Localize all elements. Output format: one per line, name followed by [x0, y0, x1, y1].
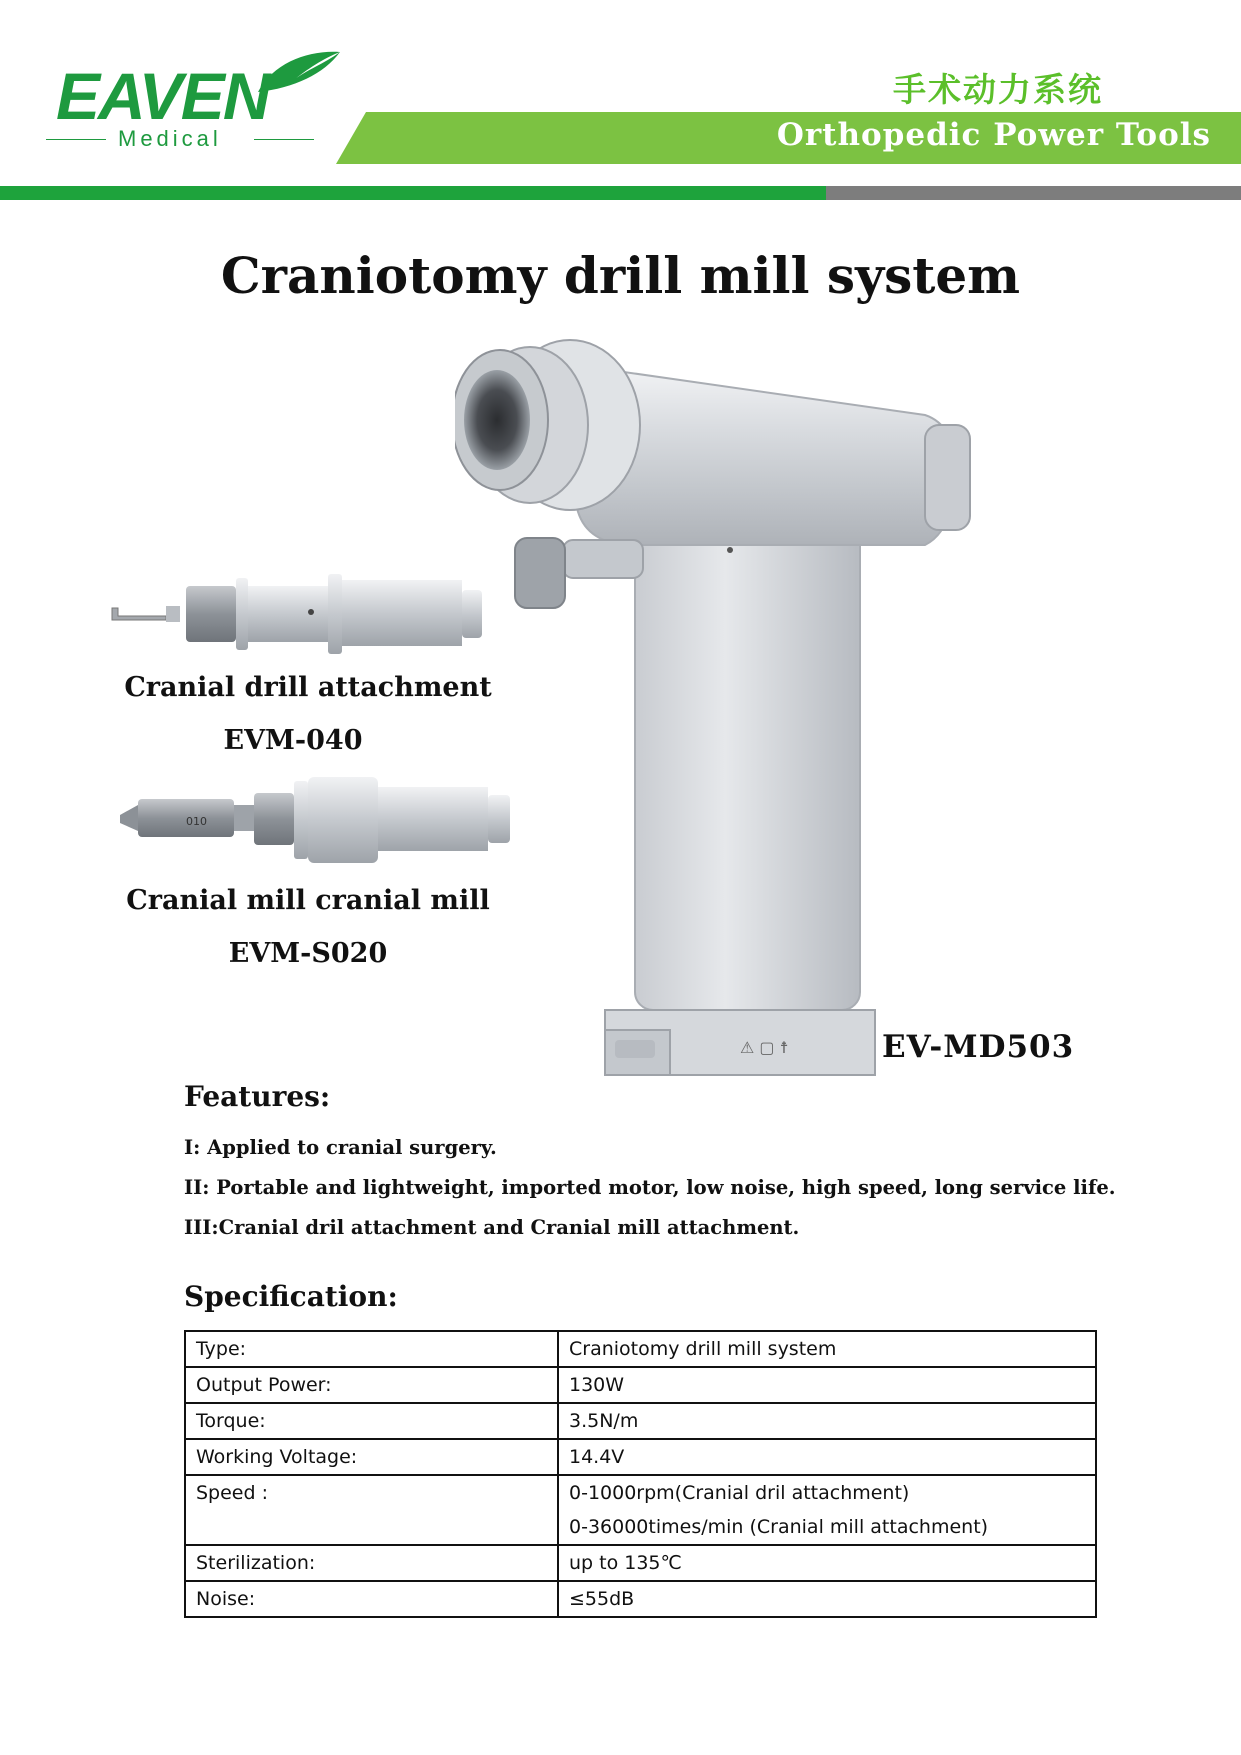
spec-value: ≤55dB — [558, 1581, 1096, 1617]
divider-gray — [826, 186, 1241, 200]
spec-key: Output Power: — [185, 1367, 558, 1403]
svg-text:⚠ ▢ ☨: ⚠ ▢ ☨ — [740, 1038, 789, 1057]
mill-attachment-code: EVM-S020 — [228, 938, 388, 969]
spec-key: Torque: — [185, 1403, 558, 1439]
feature-item: II: Portable and lightweight, imported motor, low noise, high speed, long service life. — [184, 1176, 1116, 1199]
divider-green — [0, 186, 826, 200]
main-model-code: EV-MD503 — [882, 1029, 1075, 1065]
logo-rule-left — [46, 139, 106, 140]
page-title: Craniotomy drill mill system — [220, 246, 1021, 305]
handpiece-image — [455, 330, 1035, 1090]
drill-attachment-image — [106, 572, 506, 654]
spec-key: Noise: — [185, 1581, 558, 1617]
spec-key: Sterilization: — [185, 1545, 558, 1581]
table-row — [185, 1475, 1096, 1545]
spec-key: Working Voltage: — [185, 1439, 558, 1475]
drill-attachment-name: Cranial drill attachment — [124, 672, 492, 703]
header-cn-title: 手术动力系统 — [893, 70, 1103, 109]
drill-attachment-code: EVM-040 — [223, 725, 363, 756]
spec-value: up to 135℃ — [558, 1545, 1096, 1581]
spec-value: 0-36000times/min (Cranial mill attachment) — [569, 1516, 989, 1538]
feature-item: I: Applied to cranial surgery. — [184, 1136, 497, 1159]
spec-value: 130W — [558, 1367, 1096, 1403]
spec-value: 0-1000rpm(Cranial dril attachment) — [569, 1482, 910, 1504]
eaven-logo — [46, 48, 336, 158]
spec-key: Speed : — [185, 1475, 558, 1545]
spec-value-cell — [558, 1475, 1096, 1545]
table-row — [185, 1403, 1096, 1439]
spec-value: Craniotomy drill mill system — [558, 1331, 1096, 1367]
specification-heading: Specification: — [184, 1280, 398, 1313]
table-row — [185, 1545, 1096, 1581]
spec-table — [184, 1330, 1097, 1618]
svg-text:010: 010 — [186, 815, 207, 828]
mill-attachment-name: Cranial mill cranial mill — [126, 885, 490, 916]
logo-subtitle: Medical — [118, 126, 222, 151]
features-heading: Features: — [184, 1080, 331, 1113]
table-row — [185, 1581, 1096, 1617]
leaf-icon — [254, 48, 344, 98]
table-row — [185, 1367, 1096, 1403]
spec-key: Type: — [185, 1331, 558, 1367]
mill-attachment-image — [116, 775, 516, 865]
spec-value: 3.5N/m — [558, 1403, 1096, 1439]
logo-rule-right — [254, 139, 314, 140]
logo-wordmark: EAVEN — [56, 59, 269, 133]
spec-value: 14.4V — [558, 1439, 1096, 1475]
table-row — [185, 1439, 1096, 1475]
table-row — [185, 1331, 1096, 1367]
feature-item: III:Cranial dril attachment and Cranial mill attachment. — [184, 1216, 800, 1239]
header-en-title: Orthopedic Power Tools — [776, 117, 1211, 153]
